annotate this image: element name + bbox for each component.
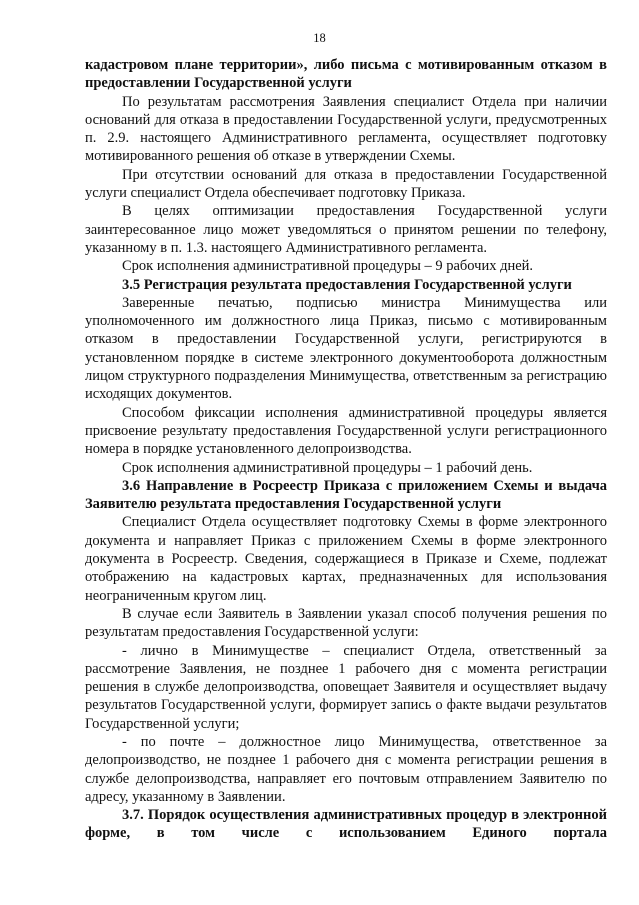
- paragraph: Специалист Отдела осуществляет подготовку Схемы в форме электронного документа и направляет Приказ с приложением Схемы в форме электронного документа в Росреестр. Сведения, содержащиеся в Приказе и Схеме, подлежат отображению на кадастровых картах, предназначенных для использования неограниченным кругом лиц.: [85, 514, 607, 604]
- document-body: [85, 56, 607, 843]
- page-number: 18: [313, 31, 326, 45]
- section-heading: 3.6 Направление в Росреестр Приказа с приложением Схемы и выдача Заявителю результата предоставления Государственной услуги: [85, 477, 607, 513]
- paragraph: В случае если Заявитель в Заявлении указал способ получения решения по результатам предоставления Государственной услуги:: [85, 605, 607, 641]
- paragraph: При отсутствии оснований для отказа в предоставлении Государственной услуги специалист Отдела обеспечивает подготовку Приказа.: [85, 166, 607, 202]
- paragraph: Способом фиксации исполнения административной процедуры является присвоение результату предоставления Государственной услуги регистрационного номера в порядке установленного делопроизводства.: [85, 404, 607, 458]
- list-item: - лично в Минимуществе – специалист Отдела, ответственный за рассмотрение Заявления, не позднее 1 рабочего дня с момента регистрации решения в службе делопроизводства, оповещает Заявителя и осуществляет выдачу результатов Государственной услуги, формирует запись о факте выдачи результатов Государственной услуги;: [85, 642, 607, 732]
- paragraph: кадастровом плане территории», либо письма с мотивированным отказом в предоставлении Государственной услуги: [85, 57, 607, 92]
- paragraph: По результатам рассмотрения Заявления специалист Отдела при наличии оснований для отказа в предоставлении Государственной услуги, предусмотренных п. 2.9. настоящего Административного регламента, осуществляет подготовку мотивированного решения об отказе в утверждении Схемы.: [85, 93, 607, 165]
- paragraph: Заверенные печатью, подписью министра Минимущества или уполномоченного им должностного лица Приказ, письмо с мотивированным отказом в предоставлении Государственной услуги, регистрируются в установленном порядке в системе электронного документооборота должностным лицом структурного подразделения Минимущества, ответственным за регистрацию исходящих документов.: [85, 294, 607, 403]
- paragraph: В целях оптимизации предоставления Государственной услуги заинтересованное лицо может уведомляться о принятом решении по телефону, указанному в п. 1.3. настоящего Административного регламента.: [85, 203, 607, 256]
- section-heading: 3.5 Регистрация результата предоставления Государственной услуги: [122, 276, 572, 293]
- paragraph: Срок исполнения административной процедуры – 9 рабочих дней.: [122, 258, 534, 275]
- section-heading: 3.7. Порядок осуществления административных процедур в электронной форме, в том числе с использованием Единого портала: [85, 807, 607, 842]
- list-item: - по почте – должностное лицо Минимущества, ответственное за делопроизводство, не позднее 1 рабочего дня с момента регистрации решения в службе делопроизводства, направляет его почтовым отправлением Заявителю по адресу, указанному в Заявлении.: [85, 733, 607, 805]
- paragraph: Срок исполнения административной процедуры – 1 рабочий день.: [122, 459, 533, 476]
